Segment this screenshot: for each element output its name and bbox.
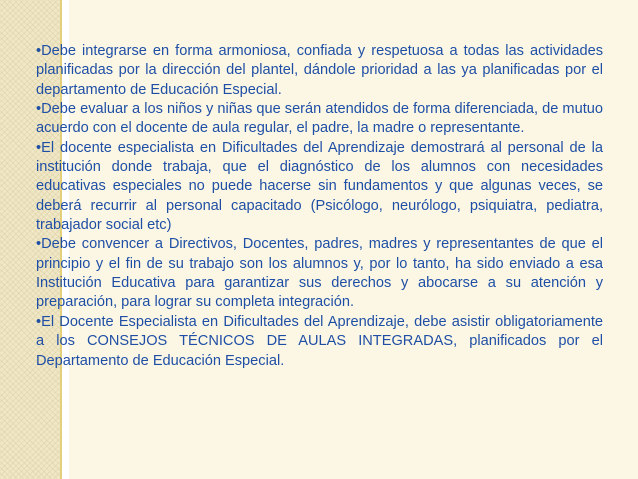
bullet-item: •El Docente Especialista en Dificultades del Aprendizaje, debe asistir obligatoriamente a los CONSEJOS TÉCNICOS DE AULAS INTEGRADAS, planificados por el Departamento de Educación Especial. bbox=[36, 313, 603, 369]
bullet-item: •Debe integrarse en forma armoniosa, confiada y respetuosa a todas las actividades planificadas por la dirección del plantel, dándole prioridad a las ya planificadas por el departamento de Educación Especial. bbox=[36, 43, 603, 98]
bullet-item: •Debe convencer a Directivos, Docentes, padres, madres y representantes de que el principio y el fin de su trabajo son los alumnos y, por lo tanto, ha sido enviado a esa Institución Educativa para garantizar sus derechos y abocarse a su atención y preparación, para lograr su completa integración. bbox=[36, 236, 603, 311]
bullet-item: •Debe evaluar a los niños y niñas que serán atendidos de forma diferenciada, de mutuo acuerdo con el docente de aula regular, el padre, la madre o representante. bbox=[36, 101, 603, 137]
bullet-item: •El docente especialista en Dificultades del Aprendizaje demostrará al personal de la institución donde trabaja, que el diagnóstico de los alumnos con necesidades educativas especiales no puede hacerse sin fundamentos y que algunas veces, se deberá recurrir al personal capacitado (Psicólogo, neurólogo, psiquiatra, pediatra, trabajador social etc) bbox=[36, 139, 603, 234]
bullet-list bbox=[36, 42, 603, 371]
